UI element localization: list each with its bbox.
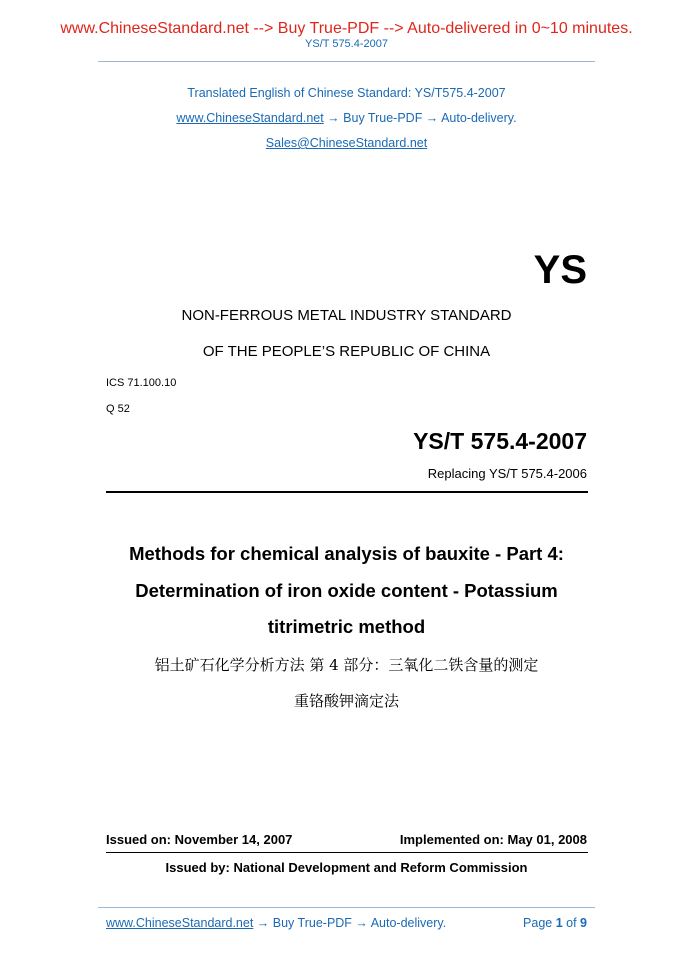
q-code: Q 52 — [106, 403, 130, 415]
header-divider — [98, 61, 595, 62]
title-divider — [106, 491, 588, 493]
implemented-date: Implemented on: May 01, 2008 — [399, 832, 587, 847]
issuer: Issued by: National Development and Reform Commission — [165, 860, 528, 875]
sales-email-link[interactable]: Sales@ChineseStandard.net — [265, 136, 428, 150]
issued-date: Issued on: November 14, 2007 — [106, 832, 293, 847]
footer-site-link[interactable]: www.ChineseStandard.net — [106, 916, 254, 930]
page-current: 1 — [555, 916, 563, 930]
title-cn-line-1: 铝土矿石化学分析方法 第 4 部分：三氧化二铁含量的测定 — [154, 656, 539, 674]
sales-email-line — [0, 136, 693, 150]
organization-line-1: NON-FERROUS METAL INDUSTRY STANDARD — [181, 307, 512, 324]
title-en-line-1: Methods for chemical analysis of bauxite - Part 4: — [129, 543, 564, 564]
footer-divider — [98, 907, 595, 908]
top-banner[interactable]: www.ChineseStandard.net --> Buy True-PDF --> Auto-delivered in 0~10 minutes. — [60, 20, 633, 37]
issuer-divider — [106, 852, 588, 853]
translation-links — [0, 111, 693, 125]
title-en-line-2: Determination of iron oxide content - Potassium — [135, 580, 558, 601]
organization-line-2: OF THE PEOPLE’S REPUBLIC OF CHINA — [202, 343, 491, 360]
ys-logo: YS — [533, 248, 587, 292]
page-number — [523, 916, 587, 930]
page-total: 9 — [580, 916, 587, 930]
buy-text: → Buy True-PDF → Auto-delivery. — [323, 111, 517, 125]
footer-links — [106, 916, 446, 930]
site-link[interactable]: www.ChineseStandard.net — [176, 111, 324, 125]
translation-line: Translated English of Chinese Standard: YS/T575.4-2007 — [187, 86, 506, 100]
title-cn-line-2: 重铬酸钾滴定法 — [293, 692, 399, 710]
header-standard-code: YS/T 575.4-2007 — [305, 38, 388, 50]
page-of: of — [562, 916, 581, 930]
replacing-note: Replacing YS/T 575.4-2006 — [427, 466, 587, 481]
footer-buy-text: → Buy True-PDF → Auto-delivery. — [253, 916, 447, 930]
title-en-line-3: titrimetric method — [267, 616, 426, 637]
standard-number: YS/T 575.4-2007 — [413, 428, 587, 454]
ics-code: ICS 71.100.10 — [106, 377, 177, 389]
page-label: Page — [523, 916, 556, 930]
